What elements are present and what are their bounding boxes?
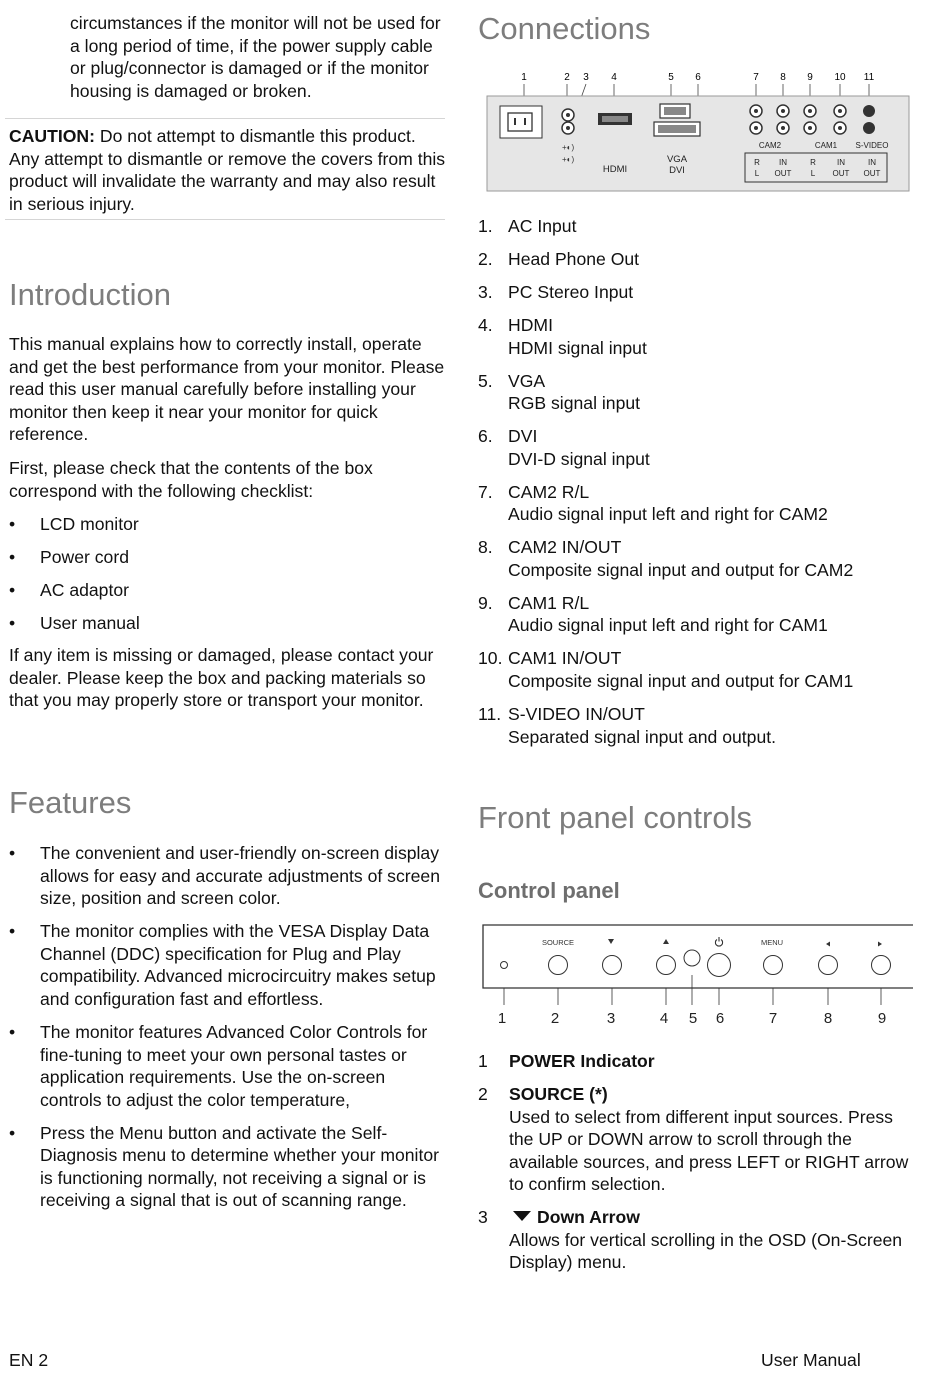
list-item: • User manual bbox=[9, 612, 140, 633]
callout-number: 7 bbox=[768, 1010, 778, 1027]
list-item: 2. Head Phone Out bbox=[478, 248, 640, 269]
callout-number: 6 bbox=[695, 72, 701, 83]
list-item: 1. AC Input bbox=[478, 216, 577, 236]
left-arrow-icon bbox=[826, 942, 830, 947]
ac-input-icon bbox=[500, 106, 542, 138]
callout-number: 8 bbox=[780, 72, 786, 83]
features-list bbox=[9, 842, 447, 1212]
left-arrow-button bbox=[819, 956, 838, 975]
callout-number: 1 bbox=[497, 1010, 507, 1027]
footer-page-number: EN 2 bbox=[9, 1350, 49, 1370]
power-button bbox=[708, 954, 731, 977]
s-video-label: S-VIDEO bbox=[855, 141, 889, 150]
list-item: 4. HDMI HDMI signal input bbox=[478, 314, 647, 358]
svg-text:R: R bbox=[810, 158, 816, 167]
list-item: • LCD monitor bbox=[9, 514, 139, 534]
callout-number: 3 bbox=[583, 72, 589, 83]
divider-top bbox=[5, 118, 445, 119]
list-item: • Press the Menu button and activate the Self-Diagnosis menu to determine whether your monitor is functioning normally, not receiving a signal or is receiving a signal that is out of scanning range. bbox=[9, 1122, 439, 1211]
svg-text:IN: IN bbox=[837, 158, 845, 167]
source-button bbox=[549, 956, 568, 975]
right-arrow-icon bbox=[878, 942, 882, 947]
up-arrow-button bbox=[657, 956, 676, 975]
connections-heading: Connections bbox=[478, 11, 651, 46]
introduction-paragraph-2: First, please check that the contents of the box correspond with the following checklist: bbox=[9, 458, 373, 501]
down-triangle-icon bbox=[513, 1211, 531, 1221]
down-arrow-icon bbox=[608, 939, 614, 944]
svg-text:OUT: OUT bbox=[863, 169, 881, 178]
svg-text:DVI: DVI bbox=[669, 165, 685, 176]
menu-button bbox=[764, 956, 783, 975]
features-heading: Features bbox=[9, 785, 132, 820]
caution-text: Do not attempt to dismantle this product. Any attempt to dismantle or remove the covers from this product will invalidate the warranty and may also result in serious injury. bbox=[9, 126, 446, 214]
down-arrow-button bbox=[603, 956, 622, 975]
up-arrow-icon bbox=[663, 939, 669, 944]
cam1-label: CAM1 bbox=[814, 141, 838, 150]
svg-text:VGA: VGA bbox=[666, 154, 688, 165]
callout-number: 2 bbox=[550, 1010, 560, 1027]
control-panel-subheading: Control panel bbox=[478, 878, 620, 903]
front-panel-heading: Front panel controls bbox=[478, 800, 752, 835]
callout-number: 3 bbox=[606, 1010, 616, 1027]
list-item: • The convenient and user-friendly on-screen display allows for easy and accurate adjustments of screen size, position and screen color. bbox=[9, 843, 440, 909]
connections-list bbox=[478, 215, 918, 748]
list-item: 6. DVI DVI-D signal input bbox=[478, 426, 650, 469]
callout-number: 7 bbox=[753, 72, 759, 83]
intro-continuation-text: circumstances if the monitor will not be used for a long period of time, if the power supply cable or plug/connector is damaged or if the monitor housing is damaged or broken. bbox=[70, 13, 441, 101]
menu-label: MENU bbox=[760, 938, 784, 947]
checklist bbox=[9, 513, 447, 635]
cam2-label: CAM2 bbox=[758, 141, 782, 150]
footer-document-title: User Manual bbox=[761, 1350, 861, 1370]
control-item-power: 1 POWER Indicator bbox=[478, 1051, 655, 1071]
svg-text:R: R bbox=[754, 158, 760, 167]
control-item-source: 2 SOURCE (*) Used to select from different input sources. Press the UP or DOWN arrow to scroll through the available sources, and press LEFT or RIGHT arrow to confirm selection. bbox=[478, 1084, 909, 1195]
list-item: • The monitor complies with the VESA Display Data Channel (DDC) specification for Plug and Play compatibility. Advanced microcircuitry makes setup and configuration fast and effortless. bbox=[9, 921, 436, 1009]
svg-text:OUT: OUT bbox=[832, 169, 850, 178]
right-arrow-button bbox=[872, 956, 891, 975]
svg-text:L: L bbox=[810, 169, 816, 178]
power-symbol-icon bbox=[715, 937, 722, 946]
list-item: 11. S-VIDEO IN/OUT Separated signal input and output. bbox=[478, 704, 777, 747]
svg-text:OUT: OUT bbox=[774, 169, 792, 178]
svg-text:IN: IN bbox=[779, 158, 787, 167]
svg-text:+◐): +◐) bbox=[562, 143, 575, 152]
callout-number: 10 bbox=[834, 72, 846, 83]
list-item: • AC adaptor bbox=[9, 579, 129, 600]
list-item: • The monitor features Advanced Color Controls for fine-tuning to meet your own personal tastes or application requirements. Use the on-screen controls to adjust the color temperature, bbox=[9, 1021, 428, 1110]
introduction-heading: Introduction bbox=[9, 277, 171, 312]
callout-number: 9 bbox=[877, 1010, 887, 1027]
caution-label: CAUTION: bbox=[9, 126, 96, 146]
callout-number: 2 bbox=[564, 72, 570, 83]
callout-number: 5 bbox=[668, 72, 674, 83]
svg-text:L: L bbox=[754, 169, 760, 178]
callout-number: 9 bbox=[807, 72, 813, 83]
svg-text:IN: IN bbox=[868, 158, 876, 167]
divider-bottom bbox=[5, 219, 445, 220]
callout-number: 4 bbox=[611, 72, 617, 83]
callout-number: 11 bbox=[863, 72, 875, 83]
power-indicator-led bbox=[501, 962, 508, 969]
callout-number: 5 bbox=[688, 1010, 698, 1027]
list-item: 9. CAM1 R/L Audio signal input left and right for CAM1 bbox=[478, 592, 828, 636]
list-item: 7. CAM2 R/L Audio signal input left and right for CAM2 bbox=[478, 481, 828, 525]
caution-paragraph bbox=[9, 125, 449, 215]
svg-text:HDMI: HDMI bbox=[602, 164, 628, 175]
control-item-down-arrow: 3 Down Arrow Allows for vertical scrolling in the OSD (On-Screen Display) menu. bbox=[478, 1207, 903, 1273]
list-item: 3. PC Stereo Input bbox=[478, 281, 634, 302]
list-item: 8. CAM2 IN/OUT Composite signal input and output for CAM2 bbox=[478, 537, 854, 580]
callout-number: 4 bbox=[659, 1010, 669, 1027]
callout-number: 1 bbox=[521, 72, 527, 83]
svg-text:+◐): +◐) bbox=[562, 155, 575, 164]
introduction-paragraph-1: This manual explains how to correctly install, operate and get the best performance from your monitor. Please read this user manual carefully before installing your monitor then keep it near your monitor for quick reference. bbox=[9, 334, 445, 445]
rear-connector-diagram bbox=[478, 66, 918, 196]
list-item: 10. CAM1 IN/OUT Composite signal input and output for CAM1 bbox=[478, 648, 854, 692]
list-item: • Power cord bbox=[9, 546, 129, 567]
introduction-paragraph-3: If any item is missing or damaged, please contact your dealer. Please keep the box and packing materials so that you may properly store or transport your monitor. bbox=[9, 645, 434, 711]
source-label: SOURCE bbox=[541, 938, 575, 947]
ir-sensor bbox=[684, 950, 700, 966]
list-item: 5. VGA RGB signal input bbox=[478, 370, 641, 414]
callout-number: 8 bbox=[823, 1010, 833, 1027]
control-panel-diagram bbox=[478, 920, 918, 1032]
callout-number: 6 bbox=[715, 1010, 725, 1027]
